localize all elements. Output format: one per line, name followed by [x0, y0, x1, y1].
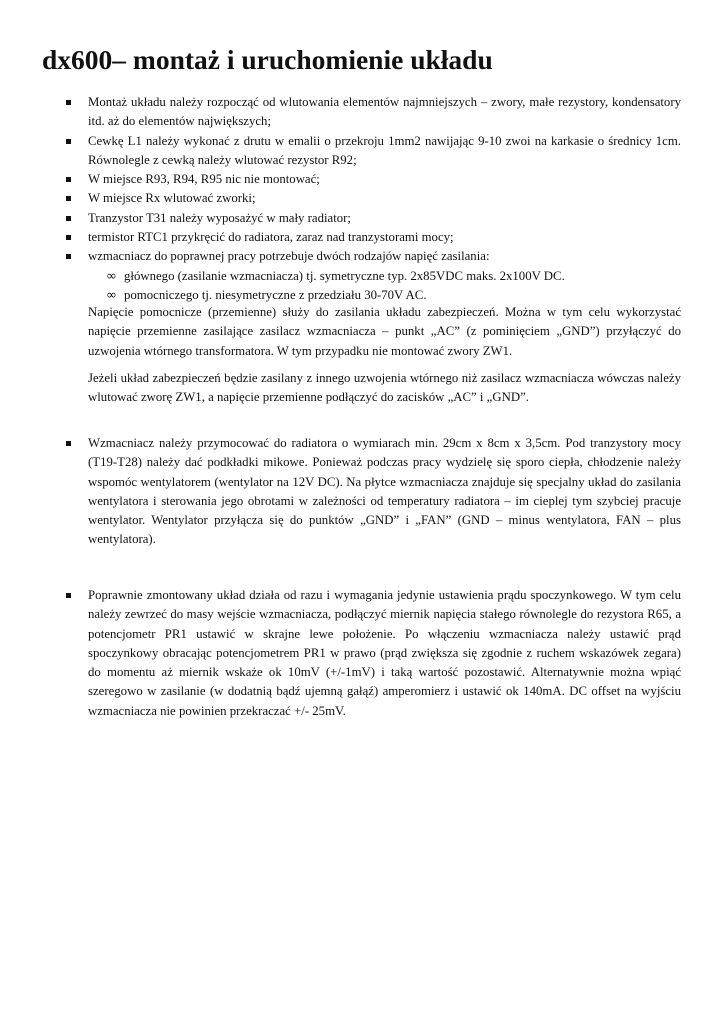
list-item [64, 434, 681, 550]
auxiliary-voltage-paragraph: Napięcie pomocnicze (przemienne) służy do zasilania układu zabezpieczeń. Można w tym celu wykorzystać napięcie przemienne zasilające zasilacz wzmacniacza – punkt „AC” (z pominięciem „GND”) przyłączyć do uzwojenia wtórnego transformatora. W tym przypadku nie montować zwory ZW1. [88, 305, 681, 358]
list-item-text: Poprawnie zmontowany układ działa od razu i wymagania jedynie ustawienia prądu spoczynkowego. W tym celu należy zewrzeć do masy wejście wzmacniacza, podłączyć miernik napięcia stałego równolegle do rezystora R65, a potencjometr PR1 ustawić w skrajne lewe położenie. Po włączeniu wzmacniacza należy ustawić prąd spoczynkowy obracając potencjometrem PR1 w prawo (prąd zwiększa się zgodnie z ruchem wskazówek zegara) do momentu aż miernik wskaże ok 10mV (+/-1mV) i taką wartość pozostawić. Alternatywnie można wpiąć szeregowo w zasilanie (w dodatnią bądź ujemną gałąź) amperomierz i ustawić ok 140mA. DC offset na wyjściu wzmacniacza nie powinien przekraczać +/- 25mV. [88, 588, 681, 718]
list-item-text: wzmacniacz do poprawnej pracy potrzebuje dwóch rodzajów napięć zasilania: [88, 249, 490, 264]
list-item [64, 247, 681, 266]
square-bullet-icon [66, 196, 71, 201]
list-item-text: Cewkę L1 należy wykonać z drutu w emalii o przekroju 1mm2 nawijając 9-10 zwoi na karkasie o średnicy 1cm. Równolegle z cewką należy wlutować rezystor R92; [88, 133, 681, 167]
list-item [64, 586, 681, 721]
square-bullet-icon [66, 177, 71, 182]
sub-list-item-text: głównego (zasilanie wzmacniacza) tj. symetryczne typ. 2x85VDC maks. 2x100V DC. [124, 268, 565, 283]
square-bullet-icon [66, 593, 71, 598]
list-item-text: termistor RTC1 przykręcić do radiatora, zaraz nad tranzystorami mocy; [88, 230, 454, 245]
infinity-bullet-icon: ∞ [106, 268, 117, 284]
list-item [64, 170, 681, 189]
list-item [64, 209, 681, 228]
sub-list-item [64, 267, 681, 286]
list-item [64, 93, 681, 132]
square-bullet-icon [66, 216, 71, 221]
square-bullet-icon [66, 441, 71, 446]
list-item-text: Montaż układu należy rozpocząć od wlutowania elementów najmniejszych – zwory, małe rezystory, kondensatory itd. aż do elementów największych; [88, 95, 681, 129]
list-item-text: Wzmacniacz należy przymocować do radiatora o wymiarach min. 29cm x 8cm x 3,5cm. Pod tranzystory mocy (T19-T28) należy dać podkładki mikowe. Ponieważ podczas pracy wydzielę się sporo ciepła, chłodzenie należy wspomóc wentylatorem (wentylator na 12V DC). Na płytce wzmacniacza znajduje się specjalny układ do zasilania wentylatora i sterowania jego obrotami w zależności od temperatury radiatora – im cieplej tym szybciej pracuje wentylator. Wentylator przyłącza się do punktów „GND” i „FAN” (GND – minus wentylatora, FAN – plus wentylatora). [88, 436, 681, 547]
square-bullet-icon [66, 254, 71, 259]
list-item-text: Tranzystor T31 należy wyposażyć w mały radiator; [88, 210, 351, 225]
list-item-text: W miejsce Rx wlutować zworki; [88, 191, 256, 206]
list-item [64, 132, 681, 171]
infinity-bullet-icon: ∞ [106, 287, 117, 303]
sub-list-item-text: pomocniczego tj. niesymetryczne z przedziału 30-70V AC. [124, 287, 427, 302]
square-bullet-icon [66, 100, 71, 105]
assembly-steps-list [64, 93, 681, 305]
page-title: dx600– montaż i uruchomienie układu [42, 44, 493, 75]
protection-jumper-paragraph: Jeżeli układ zabezpieczeń będzie zasilany z innego uzwojenia wtórnego niż zasilacz wzmacniacza wówczas należy wlutować zworę ZW1, a napięcie przemienne podłączyć do zacisków „AC” i „GND”. [88, 371, 681, 405]
heatsink-list [64, 434, 681, 550]
list-item [64, 228, 681, 247]
list-item-text: W miejsce R93, R94, R95 nic nie montować; [88, 172, 320, 187]
list-item [64, 189, 681, 208]
setup-list [64, 586, 681, 721]
square-bullet-icon [66, 235, 71, 240]
square-bullet-icon [66, 139, 71, 144]
